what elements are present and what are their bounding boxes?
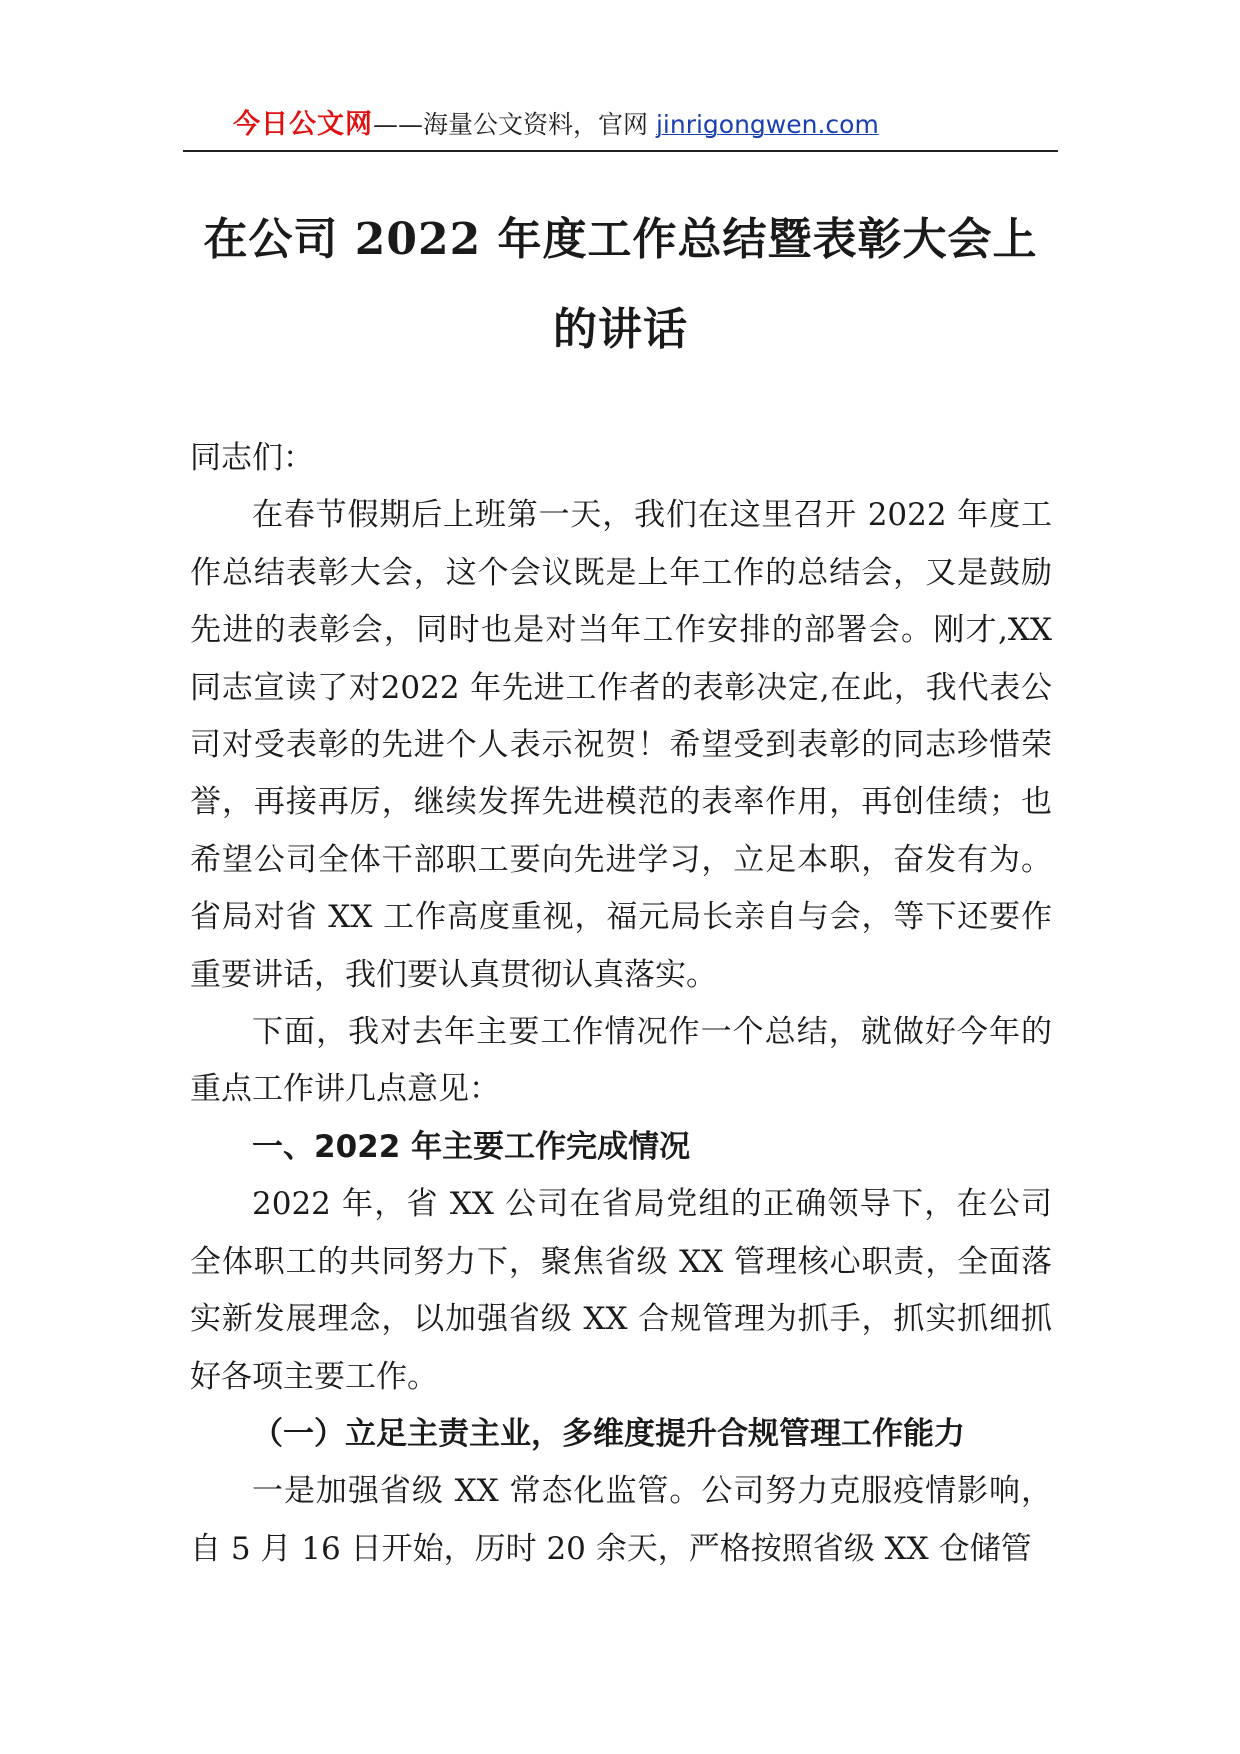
document-body: [190, 430, 1052, 1578]
subsection-paragraph: 一是加强省级 XX 常态化监管。公司努力克服疫情影响，自 5 月 16 日开始，历时 20 余天，严格按照省级 XX 仓储管: [190, 1473, 1052, 1567]
page-header-banner: [183, 100, 1058, 152]
subsection-heading: （一）立足主责主业，多维度提升合规管理工作能力: [252, 1415, 965, 1452]
salutation: 同志们：: [190, 440, 314, 476]
paragraph-outline: 下面，我对去年主要工作情况作一个总结，就做好今年的重点工作讲几点意见：: [190, 1014, 1052, 1108]
paragraph-opening: 在春节假期后上班第一天，我们在这里召开 2022 年度工作总结表彰大会，这个会议既是上年工作的总结会，又是鼓励先进的表彰会，同时也是对当年工作安排的部署会。刚才,XX 同志宣读了对2022 年先进工作者的表彰决定,在此，我代表公司对受表彰的先进个人表示祝贺！希望受到表彰的同志珍惜荣誉，再接再厉，继续发挥先进模范的表率作用，再创佳绩；也希望公司全体干部职工要向先进学习，立足本职，奋发有为。省局对省 XX 工作高度重视，福元局长亲自与会，等下还要作重要讲话，我们要认真贯彻认真落实。: [190, 497, 1052, 993]
header-tagline: ——海量公文资料，官网: [373, 110, 656, 139]
document-title: 在公司 2022 年度工作总结暨表彰大会上的讲话: [203, 214, 1038, 355]
section-paragraph: 2022 年，省 XX 公司在省局党组的正确领导下，在公司全体职工的共同努力下，聚焦省级 XX 管理核心职责，全面落实新发展理念，以加强省级 XX 合规管理为抓手，抓实抓细抓好各项主要工作。: [190, 1186, 1052, 1395]
header-line: [233, 108, 879, 142]
section-heading: 一、2022 年主要工作完成情况: [252, 1128, 691, 1165]
brand-logo-text: 今日公文网: [233, 109, 373, 140]
website-link[interactable]: jinrigongwen.com: [655, 110, 879, 139]
